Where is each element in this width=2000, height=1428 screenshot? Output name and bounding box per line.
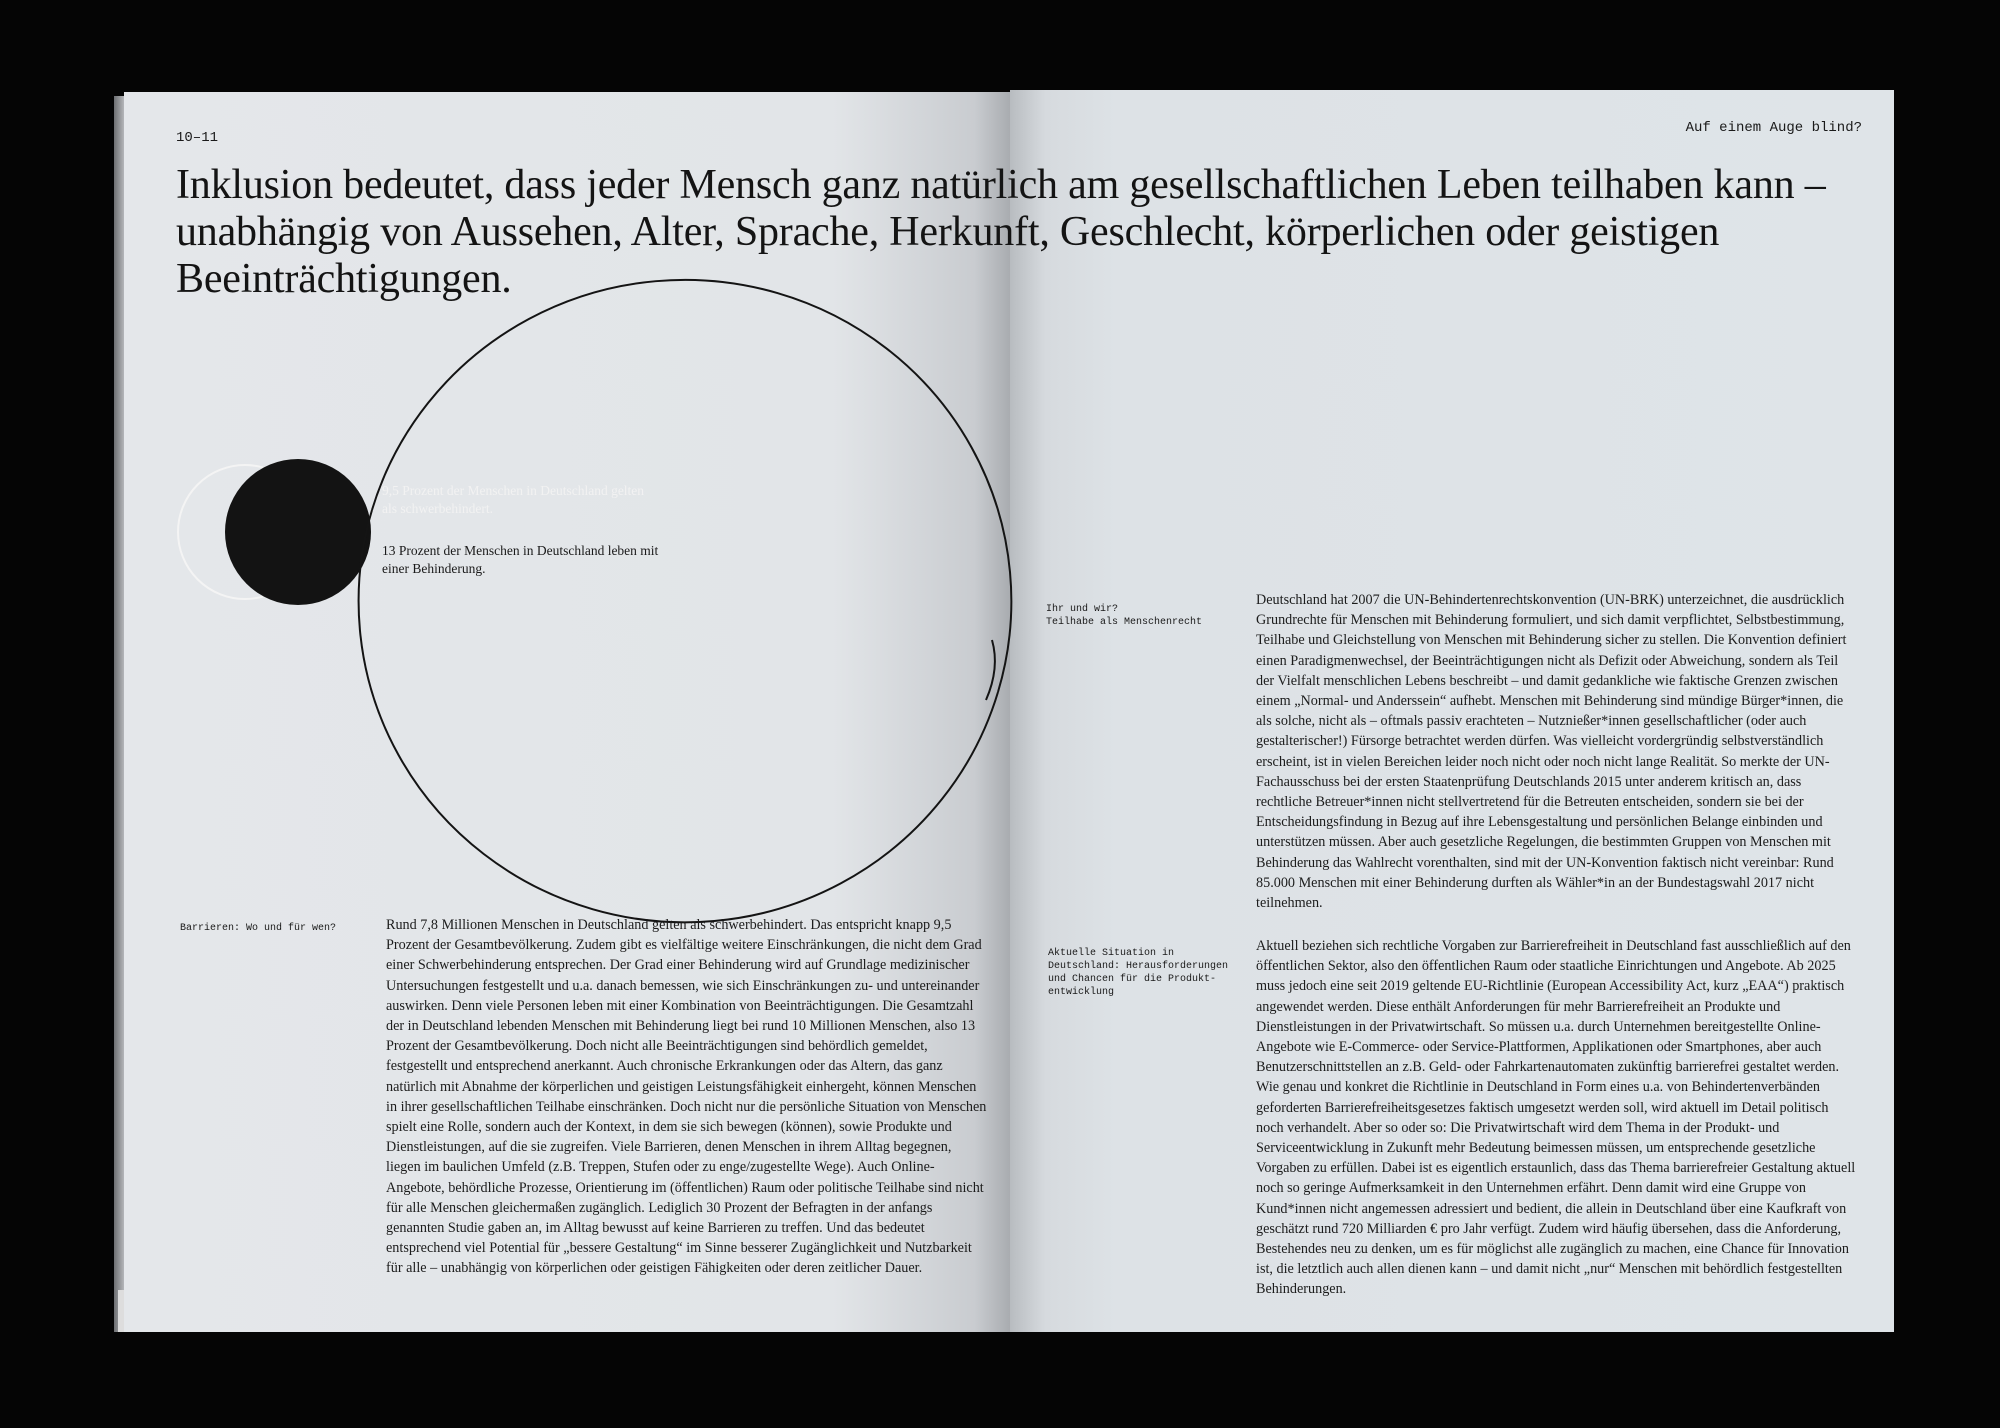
section-label-barrieren: Barrieren: Wo und für wen? (180, 923, 337, 934)
body-text-aktuelle-situation: Aktuell beziehen sich rechtliche Vorgaben zur Barrierefreiheit in Deutschland fast ausschließlich auf den öffentlichen Sektor, also den öffentlichen Raum oder staatliche Einrichtungen und Angebote. Ab 2025 muss jedoch eine seit 2019 geltende EU-Richtlinie (European Accessibility Act, kurz „EAA“) praktisch angewendet werden. Diese enthält Anforderungen für mehr Barrierefreiheit an Produkte und Dienstleistungen in der Privatwirtschaft. So müssen u.a. durch Unternehmen bereitgestellte Online-Angebote wie E-Commerce- oder Service-Plattformen, Applikationen oder Smartphones, aber auch Benutzerschnittstellen an z.B. Geld- oder Fahrkartenautomaten zukünftig barrierefrei gestaltet werden. Wie genau und konkret die Richtlinie in Deutschland in Form eines u.a. von Behindertenverbänden geforderten Barrierefreiheitsgesetzes faktisch umgesetzt werden soll, wird aktuell im Detail politisch noch verhandelt. Aber so oder so: Die Privatwirtschaft wird dem Thema in der Produkt- und Serviceentwicklung in Zukunft mehr Bedeutung beimessen müssen, um entsprechende gesetzliche Vorgaben zu erfüllen. Dabei ist es eigentlich erstaunlich, dass das Thema barrierefreier Gestaltung aktuell noch so geringe Aufmerksamkeit in den Unternehmen erfährt. Denn damit wird eine Gruppe von Kund*innen nicht angemessen adressiert und bedient, die allein in Deutschland über eine Kaufkraft von geschätzt rund 720 Milliarden € pro Jahr verfügt. Zudem wird häufig übersehen, dass die Anforderung, Bestehendes neu zu denken, um es für möglichst alle zugänglich zu machen, eine Chance für Innovation ist, die letztlich auch allen dienen kann – und damit nicht „nur“ Menschen mit behördlich festgestellten Behinderungen. (1256, 938, 1856, 1298)
headline: Inklusion bedeutet, dass jeder Mensch ganz natürlich am gesellschaftlichen Leben teilhaben kann – unabhängig von Aussehen, Alter, Sprache, Herkunft, Geschlecht, körperlichen oder geistigen Beeinträchtigungen. (176, 162, 1826, 302)
running-head: Auf einem Auge blind? (1685, 120, 1862, 136)
section-label-teilhabe: Ihr und wir? Teilhabe als Menschenrecht (1046, 604, 1203, 628)
body-text-barrieren: Rund 7,8 Millionen Menschen in Deutschland gelten als schwerbehindert. Das entspricht knapp 9,5 Prozent der Gesamtbevölkerung. Zudem gibt es vielfältige weitere Einschränkungen, die nicht dem Grad einer Schwerbehinderung entsprechen. Der Grad einer Behinderung wird auf Grundlage medizinischer Untersuchungen festgestellt und u.a. danach bemessen, wie sich Einschränkungen zu- und untereinander auswirken. Denn viele Personen leben mit einer Kombination von Beeinträchtigungen. Die Gesamtzahl der in Deutschland lebenden Menschen mit Behinderung liegt bei rund 10 Millionen Menschen, also 13 Prozent der Gesamtbevölkerung. Doch nicht alle Beeinträchtigungen sind behördlich gemeldet, festgestellt und entsprechend anerkannt. Auch chronische Erkrankungen oder das Altern, das ganz natürlich mit Abnahme der körperlichen und geistigen Leistungsfähigkeit einhergeht, können Menschen in ihrer gesellschaftlichen Teilhabe einschränken. Doch nicht nur die persönliche Situation von Menschen spielt eine Rolle, sondern auch der Kontext, in dem sie sich bewegen (können), sowie Produkte und Dienstleistungen, auf die sie zugreifen. Viele Barrieren, denen Menschen in ihrem Alltag begegnen, liegen im baulichen Umfeld (z.B. Treppen, Stufen oder zu enge/zugestellte Wege). Auch Online-Angebote, behördliche Prozesse, Orientierung im (öffentlichen) Raum oder politische Teilhabe sind nicht für alle Menschen gleichermaßen zugänglich. Lediglich 30 Prozent der Befragten in der anfangs genannten Studie gaben an, im Alltag bewusst auf keine Barrieren zu treffen. Und das bedeutet entsprechend viel Potential für „bessere Gestaltung“ im Sinne besserer Zugänglichkeit und Nutzbarkeit für alle – unabhängig von körperlichen oder geistigen Fähigkeiten oder deren zeitlicher Dauer. (386, 917, 987, 1277)
page-folio: 10–11 (176, 130, 219, 146)
stat-schwerbehindert: 9,5 Prozent der Menschen in Deutschland gelten als schwerbehindert. (382, 483, 645, 516)
body-text-teilhabe: Deutschland hat 2007 die UN-Behindertenrechtskonvention (UN-BRK) unterzeichnet, die ausdrücklich Grundrechte für Menschen mit Behinderung formuliert, und sich damit verpflichtet, Selbstbestimmung, Teilhabe und Gleichstellung von Menschen mit Behinderung sicher zu stellen. Die Konvention definiert einen Paradigmenwechsel, der Beeinträchtigungen nicht als Defizit oder Abweichung, sondern als Teil der Vielfalt menschlichen Lebens beschreibt – und damit gedankliche wie faktische Grenzen zwischen einem „Normal- und Anderssein“ aufhebt. Menschen mit Behinderung sind mündige Bürger*innen, die als solche, nicht als – oftmals passiv erachteten – Nutznießer*innen gesellschaftlicher (oder auch gestalterischer!) Fürsorge betrachtet werden dürfen. Was vielleicht vordergründig selbstverständlich erscheint, ist in vielen Bereichen leider noch nicht oder noch nicht lange Realität. So merkte der UN-Fachausschuss bei der ersten Staatenprüfung Deutschlands 2015 unter anderem kritisch an, dass rechtliche Betreuer*innen nicht stellvertretend für die Betreuten entscheiden, sondern sie bei der Entscheidungsfindung in Bezug auf ihre Lebensgestaltung und persönlichen Belange einbinden und unterstützen müssen. Aber auch gesetzliche Regelungen, die bestimmten Gruppen von Menschen mit Behinderung das Wahlrecht vorenthalten, sind mit der UN-Konvention faktisch nicht vereinbar: Rund 85.000 Menschen mit einer Behinderung durften als Wähler*in an der Bundestagswahl 2017 nicht teilnehmen. (1256, 592, 1847, 912)
stat-behinderung: 13 Prozent der Menschen in Deutschland leben mit einer Behinderung. (382, 543, 659, 576)
book-edge (114, 96, 124, 1332)
section-label-aktuelle-situation: Aktuelle Situation in Deutschland: Herausforderungen und Chancen für die Produkt- entwicklung (1048, 948, 1229, 998)
